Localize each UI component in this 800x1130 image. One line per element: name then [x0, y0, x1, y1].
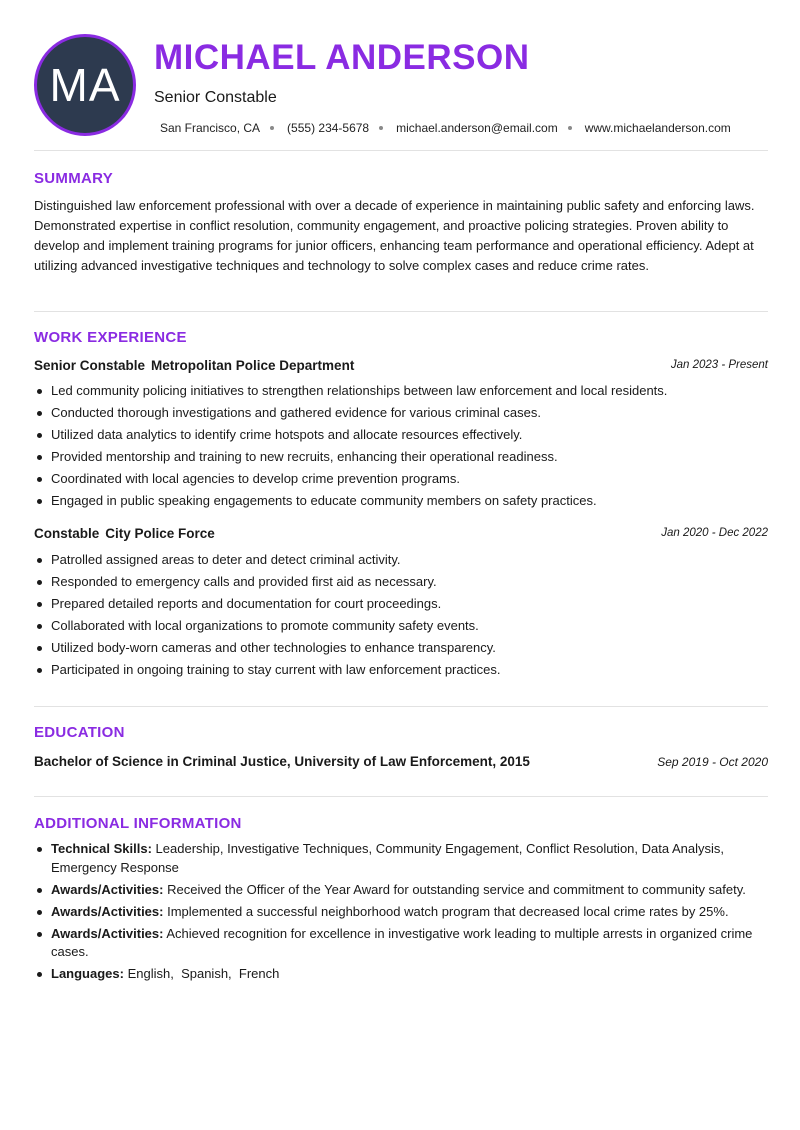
item-text: English, Spanish, French: [127, 966, 280, 981]
additional-list: [34, 840, 768, 987]
contact-website[interactable]: www.michaelanderson.com: [584, 121, 731, 135]
additional-heading: ADDITIONAL INFORMATION: [34, 815, 242, 832]
divider: [34, 311, 768, 312]
job-bullets: [34, 380, 768, 512]
additional-item: [34, 903, 768, 922]
education-dates: Sep 2019 - Oct 2020: [657, 755, 768, 769]
contact-email[interactable]: michael.anderson@email.com: [396, 121, 558, 135]
item-label: Awards/Activities:: [51, 881, 164, 897]
job-role: Constable: [34, 526, 100, 541]
job-dates: Jan 2023 - Present: [670, 359, 768, 371]
job-bullet: Coordinated with local agencies to develop crime prevention programs.: [34, 468, 768, 490]
item-text: Achieved recognition for excellence in investigative work leading to multiple arrests in organized crime cases.: [51, 925, 753, 959]
education-heading: EDUCATION: [34, 724, 125, 741]
additional-item: [34, 881, 768, 900]
item-text: Received the Officer of the Year Award for outstanding service and commitment to community safety.: [167, 881, 746, 897]
item-text: Leadership, Investigative Techniques, Community Engagement, Conflict Resolution, Data Analysis, Emergency Response: [51, 841, 725, 875]
job-bullet: Led community policing initiatives to strengthen relationships between law enforcement and local residents.: [34, 380, 768, 402]
job-bullet: Conducted thorough investigations and gathered evidence for various criminal cases.: [34, 402, 768, 424]
job-header: [34, 526, 768, 544]
job-bullet: Participated in ongoing training to stay current with law enforcement practices.: [34, 659, 768, 681]
contact-phone: (555) 234-5678: [287, 121, 370, 135]
job-company: City Police Force: [105, 526, 215, 541]
summary-heading: SUMMARY: [34, 170, 114, 187]
item-label: Awards/Activities:: [51, 903, 164, 919]
candidate-name: MICHAEL ANDERSON: [154, 38, 530, 77]
job-bullet: Collaborated with local organizations to promote community safety events.: [34, 615, 768, 637]
additional-item: [34, 925, 768, 962]
education-degree: Bachelor of Science in Criminal Justice, University of Law Enforcement, 2015: [34, 754, 530, 769]
item-label: Languages:: [51, 966, 124, 981]
avatar: MA: [34, 34, 136, 136]
job-role: Senior Constable: [34, 358, 146, 373]
job-bullet: Prepared detailed reports and documentation for court proceedings.: [34, 593, 768, 615]
contact-line: [160, 121, 731, 135]
item-text: Implemented a successful neighborhood watch program that decreased local crime rates by 25%.: [167, 903, 729, 919]
job-bullet: Engaged in public speaking engagements to educate community members on safety practices.: [34, 490, 768, 512]
education-entry: [34, 753, 768, 773]
job-bullet: Provided mentorship and training to new recruits, enhancing their operational readiness.: [34, 446, 768, 468]
job-bullet: Utilized data analytics to identify crime hotspots and allocate resources effectively.: [34, 424, 768, 446]
job-title: Senior Constable: [154, 89, 277, 106]
summary-text: Distinguished law enforcement professional with over a decade of experience in maintaining public safety and enforcing laws. Demonstrated expertise in conflict resolution, community engagement, and proactive policing strategies. Proven ability to develop and implement training programs for junior officers, enhancing team performance and operational efficiency. Adept at utilizing advanced investigative techniques and technology to solve complex cases and reduce crime rates.: [34, 198, 755, 273]
item-label: Technical Skills:: [51, 841, 152, 856]
job-dates: Jan 2020 - Dec 2022: [661, 527, 768, 539]
divider: [34, 796, 768, 797]
job-bullets: [34, 549, 768, 681]
job-bullet: Utilized body-worn cameras and other technologies to enhance transparency.: [34, 637, 768, 659]
contact-location: San Francisco, CA: [160, 121, 261, 135]
job-bullet: Responded to emergency calls and provided first aid as necessary.: [34, 571, 768, 593]
job-header: [34, 358, 768, 376]
experience-heading: WORK EXPERIENCE: [34, 329, 187, 346]
additional-item: [34, 840, 768, 877]
separator-dot: [568, 126, 572, 130]
job-company: Metropolitan Police Department: [151, 358, 355, 373]
job-bullet: Patrolled assigned areas to deter and detect criminal activity.: [34, 549, 768, 571]
divider: [34, 706, 768, 707]
separator-dot: [379, 126, 383, 130]
item-label: Awards/Activities:: [51, 925, 164, 941]
resume-header: [34, 34, 768, 138]
additional-item: [34, 965, 768, 984]
divider: [34, 150, 768, 151]
separator-dot: [270, 126, 274, 130]
